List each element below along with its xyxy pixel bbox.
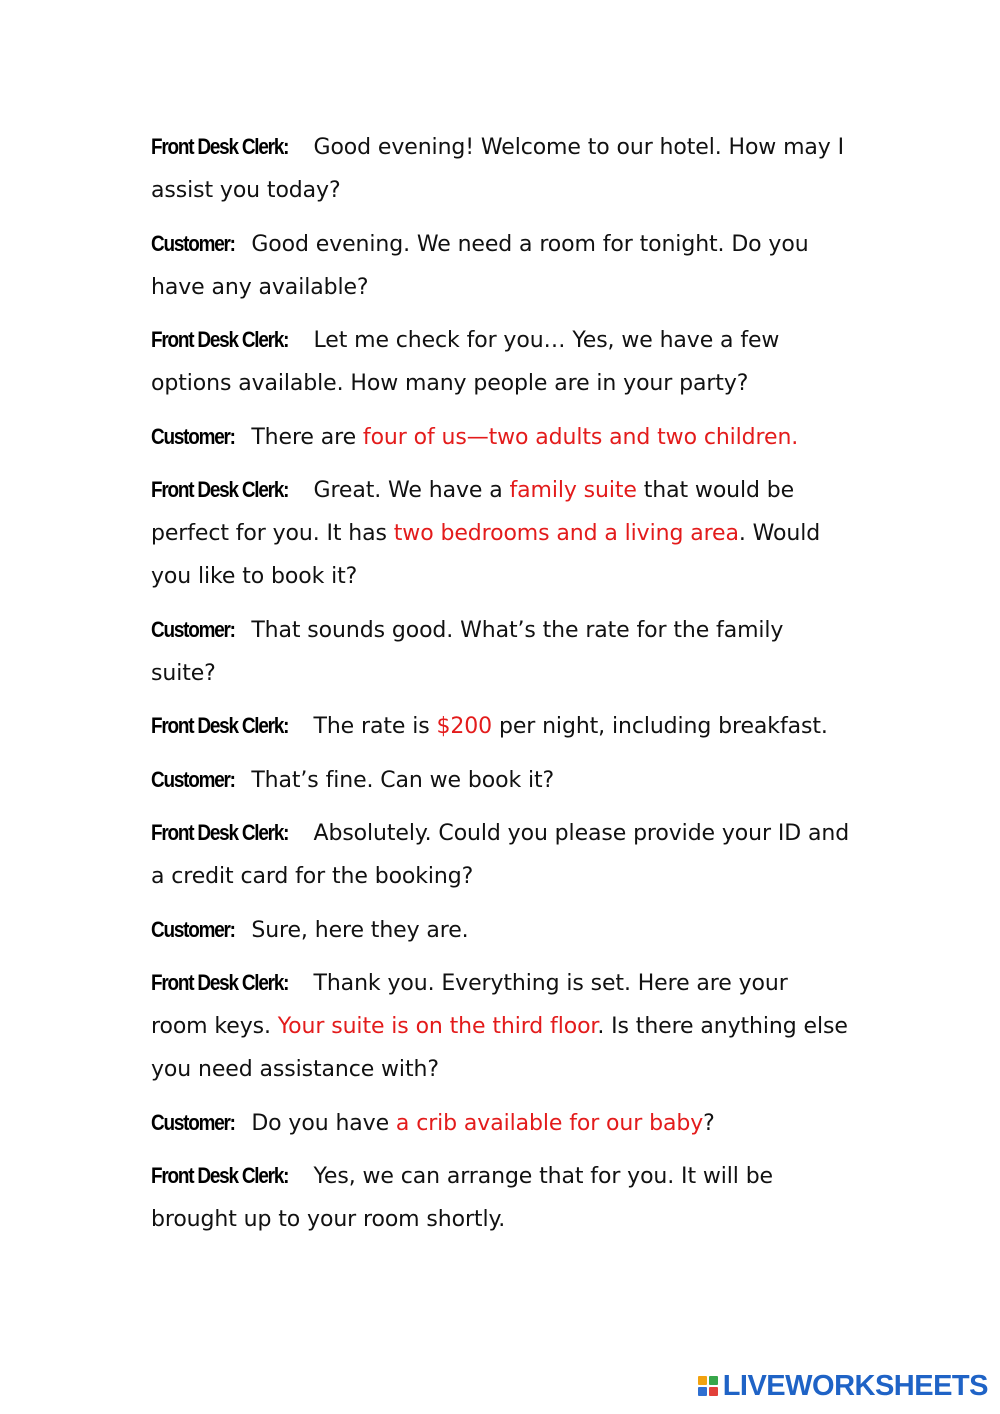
dialogue-text: Let me check for you… Yes, we have a few options available. How many people are in your party? [151, 328, 780, 396]
speaker-label: Customer: [151, 916, 235, 942]
dialogue-text: Do you have [251, 1110, 396, 1136]
dialogue-text: ? [703, 1110, 715, 1136]
dialogue-turn [151, 1154, 851, 1241]
dialogue-text: Great. We have a [313, 478, 510, 503]
dialogue-turn [151, 222, 851, 309]
dialogue-text: Thank you. Everything is set. Here are your room keys. [151, 971, 788, 1039]
highlighted-text: two bedrooms and a living area [393, 521, 739, 546]
speaker-label: Front Desk Clerk: [151, 477, 289, 502]
logo-square [709, 1376, 718, 1385]
highlighted-text: four of us—two adults and two children. [362, 424, 799, 450]
dialogue-turn [151, 415, 851, 459]
dialogue-turn [151, 468, 851, 598]
dialogue-turn [151, 1101, 851, 1145]
dialogue-turn [151, 758, 851, 802]
dialogue-turn [151, 961, 851, 1091]
logo-square [698, 1387, 707, 1396]
dialogue-text: Good evening! Welcome to our hotel. How may I assist you today? [151, 135, 845, 203]
dialogue-text: Sure, here they are. [251, 917, 469, 943]
highlighted-text: Your suite is on the third floor [277, 1014, 598, 1039]
speaker-label: Customer: [151, 616, 235, 642]
dialogue-turn [151, 704, 851, 748]
logo-square [698, 1376, 707, 1385]
liveworksheets-brand [698, 1366, 988, 1406]
speaker-label: Front Desk Clerk: [151, 820, 289, 845]
dialogue-text: Good evening. We need a room for tonight. Do you have any available? [151, 231, 809, 300]
speaker-label: Front Desk Clerk: [151, 327, 289, 352]
dialogue-text: That sounds good. What’s the rate for the family suite? [151, 617, 784, 686]
dialogue-turn [151, 318, 851, 405]
speaker-label: Front Desk Clerk: [151, 134, 289, 159]
speaker-label: Customer: [151, 230, 235, 256]
speaker-label: Customer: [151, 766, 235, 792]
dialogue-text: That’s fine. Can we book it? [251, 767, 555, 793]
logo-square [709, 1387, 718, 1396]
dialogue-text: that would be perfect for you. It has [151, 478, 795, 546]
dialogue-text: Absolutely. Could you please provide your ID and a credit card for the booking? [151, 821, 850, 889]
highlighted-text: $200 [436, 714, 493, 739]
dialogue-turn [151, 608, 851, 695]
speaker-label: Front Desk Clerk: [151, 970, 289, 995]
brand-text: LIVEWORKSHEETS [722, 1369, 988, 1402]
liveworksheets-logo-icon [698, 1376, 718, 1396]
speaker-label: Customer: [151, 1109, 235, 1135]
dialogue-text: The rate is [313, 714, 437, 739]
highlighted-text: a crib available for our baby [395, 1110, 704, 1136]
speaker-label: Customer: [151, 423, 235, 449]
dialogue-turn [151, 811, 851, 898]
dialogue-text: . Would you like to book it? [151, 521, 821, 589]
dialogue-text: . Is there anything else you need assistance with? [151, 1014, 848, 1082]
dialogue-text: per night, including breakfast. [492, 714, 828, 739]
dialogue-text: Yes, we can arrange that for you. It will be brought up to your room shortly. [151, 1164, 773, 1232]
highlighted-text: family suite [509, 478, 637, 503]
dialogue [151, 125, 851, 1251]
dialogue-turn [151, 125, 851, 212]
dialogue-turn [151, 908, 851, 952]
dialogue-text: There are [251, 424, 363, 450]
speaker-label: Front Desk Clerk: [151, 1163, 289, 1188]
speaker-label: Front Desk Clerk: [151, 713, 289, 738]
